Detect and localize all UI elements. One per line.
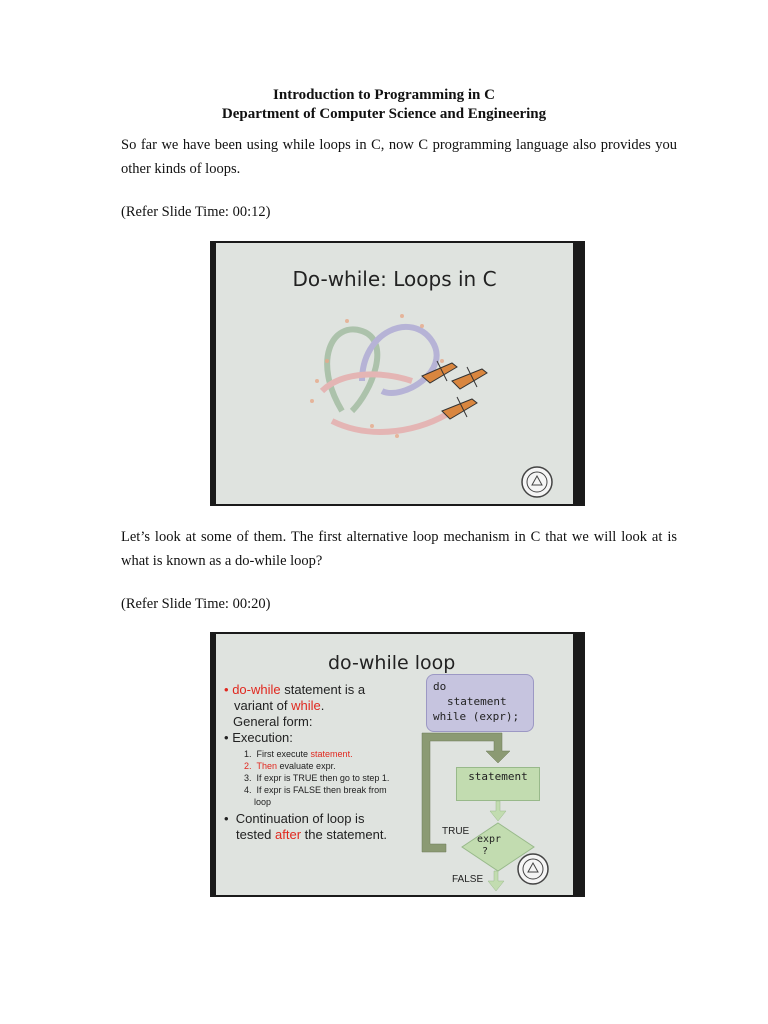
bullet-dot: • bbox=[224, 682, 229, 697]
step-2: 2. Then evaluate expr. bbox=[244, 761, 336, 771]
paragraph-1: So far we have been using while loops in C, now C programming language also provides you other kinds of loops. bbox=[121, 137, 677, 177]
statement-box: statement bbox=[456, 767, 540, 801]
slide-2-content bbox=[216, 634, 573, 895]
slide-2-title: do-while loop bbox=[328, 652, 456, 674]
true-label: TRUE bbox=[442, 826, 470, 837]
plane-3 bbox=[442, 397, 477, 419]
slide-time-ref-2: (Refer Slide Time: 00:20) bbox=[121, 596, 271, 612]
bullet-1: • do-while statement is a variant of while. bbox=[224, 682, 366, 713]
document-header bbox=[0, 86, 768, 124]
slide-1 bbox=[210, 241, 585, 506]
slide-1-title: Do-while: Loops in C bbox=[292, 267, 497, 291]
execution-steps bbox=[244, 748, 389, 808]
slide-1-content bbox=[216, 243, 573, 504]
plane-2 bbox=[452, 367, 487, 389]
slide-2 bbox=[210, 632, 585, 897]
code-syntax-box: do statement while (expr); bbox=[426, 674, 534, 732]
step-1: 1. First execute statement. bbox=[244, 749, 353, 759]
course-title: Introduction to Programming in C bbox=[273, 87, 495, 103]
slide-time-ref-1: (Refer Slide Time: 00:12) bbox=[121, 204, 271, 220]
paragraph-2: Let’s look at some of them. The first alternative loop mechanism in C that we will look at is what is known as a do-while loop? bbox=[121, 529, 677, 569]
decision-question: ? bbox=[482, 846, 489, 857]
step-4: 4. If expr is FALSE then break from loop bbox=[244, 785, 387, 807]
decision-expr: expr bbox=[477, 834, 502, 845]
bullet-2: • Execution: bbox=[224, 730, 293, 745]
general-form-label: General form: bbox=[233, 714, 313, 729]
institute-logo-icon bbox=[516, 852, 550, 886]
step-3: 3. If expr is TRUE then go to step 1. bbox=[244, 773, 390, 783]
department-title: Department of Computer Science and Engineering bbox=[221, 106, 547, 122]
bullet-3: • Continuation of loop is tested after the statement. bbox=[224, 811, 388, 842]
loops-illustration bbox=[302, 301, 502, 451]
institute-logo-icon bbox=[520, 465, 554, 499]
false-label: FALSE bbox=[452, 874, 484, 885]
